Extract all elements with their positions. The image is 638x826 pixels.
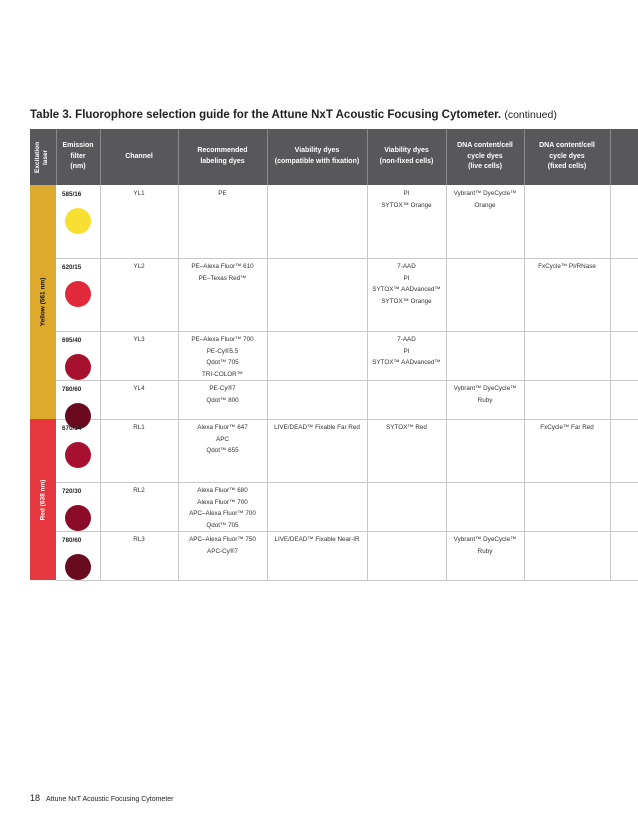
cell-text: PE: [218, 190, 227, 197]
emission-filter-value: 720/30: [62, 488, 82, 495]
dna-live-cell: [446, 188, 524, 211]
emission-filter-value: 780/60: [62, 386, 82, 393]
emission-filter-value: 620/15: [62, 264, 82, 271]
band-label: Red (638 nm): [39, 479, 47, 520]
header-divider: [178, 129, 179, 185]
header-text-block: [380, 146, 434, 168]
fluorophore-color-swatch: [65, 281, 91, 307]
dna-live-cell: [446, 383, 524, 406]
cell-text: SYTOX™ Orange: [381, 201, 432, 209]
emission-filter-value: 585/16: [62, 191, 82, 198]
cell-text: Vybrant™ DyeCycle™: [453, 385, 517, 392]
header-emission: [56, 129, 100, 185]
recommended-dyes-cell: [178, 534, 267, 557]
cell-text: PI: [403, 274, 410, 282]
cell-text: Alexa Fluor™ 700: [197, 498, 248, 506]
header-text: Viability dyes: [384, 147, 429, 155]
header-viability-fix: [267, 129, 367, 185]
header-divider: [100, 129, 101, 185]
cell-text: TRI-COLOR™: [202, 370, 243, 378]
header-text: DNA content/cell: [457, 141, 513, 149]
cell-text: PE–Alexa Fluor™ 700: [191, 336, 254, 343]
row-divider: [56, 531, 638, 532]
viability-fixation-cell: [267, 422, 367, 434]
cell-text: Vybrant™ DyeCycle™: [453, 536, 517, 543]
viability-nonfixed-cell: [367, 188, 446, 211]
channel-cell: [100, 188, 178, 200]
cell-text: Qdot™ 705: [206, 359, 239, 366]
header-excitation-laser: [30, 129, 56, 185]
header-excitation-label: [35, 141, 52, 172]
header-channel: [100, 129, 178, 185]
header-text: laser: [43, 149, 50, 165]
channel-cell: [100, 383, 178, 395]
cell-text: Vybrant™ DyeCycle™: [453, 190, 517, 197]
cell-text: RL1: [133, 424, 145, 431]
header-text: (live cells): [468, 163, 502, 171]
viability-fixation-cell: [267, 534, 367, 546]
emission-filter-value: 670/14: [62, 425, 82, 432]
cell-text: PI: [403, 190, 410, 197]
column-divider: [610, 185, 611, 580]
channel-cell: [100, 422, 178, 434]
cell-text: APC–Alexa Fluor™ 700: [189, 510, 256, 517]
row-divider: [56, 380, 638, 381]
cell-text: PE-Cy®7: [209, 385, 236, 392]
header-text-block: [125, 152, 153, 163]
header-text: cycle dyes: [467, 152, 503, 160]
dna-fixed-cell: [524, 261, 610, 273]
header-text: DNA content/cell: [539, 141, 595, 149]
cell-text: SYTOX™ Orange: [381, 297, 432, 305]
cell-text: PE–Alexa Fluor™ 610: [191, 263, 254, 270]
cell-text: Alexa Fluor™ 647: [197, 424, 248, 431]
header-text-block: [457, 141, 513, 174]
row-divider: [56, 482, 638, 483]
footer-text: Attune NxT Acoustic Focusing Cytometer: [46, 796, 174, 803]
header-text: cycle dyes: [549, 152, 585, 160]
cell-text: APC–Alexa Fluor™ 750: [189, 536, 256, 543]
header-text: Viability dyes: [294, 147, 340, 155]
page-number: 18: [30, 793, 41, 803]
cell-text: FxCycle™ PI/RNase: [538, 263, 596, 270]
recommended-dyes-cell: [178, 485, 267, 531]
header-text: (non-fixed cells): [379, 158, 434, 165]
header-text-block: [539, 141, 595, 174]
dna-live-cell: [446, 534, 524, 557]
cell-text: PE-Cy®5.5: [206, 347, 239, 355]
emission-filter-value: 780/60: [62, 537, 82, 544]
channel-cell: [100, 534, 178, 546]
emission-filter-value: 695/40: [62, 337, 82, 344]
page-footer: [30, 793, 174, 803]
band-red-638: [30, 419, 56, 580]
header-text: Channel: [125, 152, 153, 160]
cell-text: PI: [403, 347, 410, 355]
row-divider: [56, 258, 638, 259]
header-text: Recommended: [197, 147, 248, 155]
header-text-block: [275, 146, 359, 168]
cell-text: FxCycle™ Far Red: [540, 424, 594, 431]
channel-cell: [100, 334, 178, 346]
recommended-dyes-cell: [178, 334, 267, 380]
header-text: (fixed cells): [547, 163, 587, 171]
fluorophore-color-swatch: [65, 505, 91, 531]
recommended-dyes-cell: [178, 188, 267, 200]
cell-text: SYTOX™ Red: [386, 424, 427, 431]
header-text: labeling dyes: [200, 158, 245, 165]
column-divider: [367, 185, 368, 580]
cell-text: LIVE/DEAD™ Fixable Near-IR: [274, 536, 360, 543]
band-label: Yellow (561 nm): [39, 277, 47, 327]
cell-text: Qdot™ 800: [206, 396, 239, 404]
fluorophore-color-swatch: [65, 554, 91, 580]
header-text: (nm): [70, 163, 86, 171]
table-title: Table 3. Fluorophore selection guide for the Attune NxT Acoustic Focusing Cytometer. (continued): [30, 109, 557, 121]
band-yellow-561: [30, 185, 56, 419]
header-recommended: [178, 129, 267, 185]
cell-text: YL1: [133, 190, 145, 197]
header-divider: [267, 129, 268, 185]
viability-nonfixed-cell: [367, 334, 446, 369]
row-divider: [56, 580, 638, 581]
header-text: Excitation: [34, 141, 42, 173]
header-text-block: [197, 146, 247, 168]
cell-text: YL2: [133, 263, 145, 270]
cell-text: Qdot™ 655: [206, 447, 239, 454]
table-header: [30, 129, 638, 185]
header-divider: [446, 129, 447, 185]
header-dna-fixed: [524, 129, 610, 185]
cell-text: APC: [216, 435, 229, 443]
fluorophore-color-swatch: [65, 354, 91, 380]
viability-nonfixed-cell: [367, 261, 446, 307]
cell-text: Qdot™ 705: [206, 521, 239, 529]
header-divider: [610, 129, 611, 185]
cell-text: SYTOX™ AADvanced™: [372, 359, 441, 366]
cell-text: LIVE/DEAD™ Fixable Far Red: [274, 424, 360, 431]
header-divider: [524, 129, 525, 185]
fluorophore-color-swatch: [65, 442, 91, 468]
channel-cell: [100, 261, 178, 273]
cell-text: 7-AAD: [397, 263, 416, 270]
header-text: Emission filter: [62, 141, 94, 160]
cell-text: Ruby: [477, 396, 493, 404]
fluorophore-color-swatch: [65, 208, 91, 234]
channel-cell: [100, 485, 178, 497]
cell-text: RL2: [133, 487, 145, 494]
header-text-block: [56, 141, 100, 174]
dna-fixed-cell: [524, 422, 610, 434]
cell-text: Ruby: [477, 547, 493, 555]
header-divider: [56, 129, 57, 185]
cell-text: SYTOX™ AADvanced™: [372, 286, 441, 293]
header-divider: [367, 129, 368, 185]
cell-text: 7-AAD: [397, 336, 416, 343]
cell-text: YL3: [133, 336, 145, 343]
recommended-dyes-cell: [178, 422, 267, 457]
row-divider: [56, 331, 638, 332]
cell-text: Alexa Fluor™ 680: [197, 487, 248, 494]
header-dna-live: [446, 129, 524, 185]
header-text: (compatible with fixation): [274, 158, 360, 165]
recommended-dyes-cell: [178, 383, 267, 406]
recommended-dyes-cell: [178, 261, 267, 284]
cell-text: RL3: [133, 536, 145, 543]
row-divider: [56, 419, 638, 420]
cell-text: Orange: [474, 201, 496, 209]
cell-text: APC-Cy®7: [207, 547, 238, 555]
cell-text: PE–Texas Red™: [198, 274, 247, 282]
header-viability-nonfix: [367, 129, 446, 185]
column-divider: [267, 185, 268, 580]
viability-nonfixed-cell: [367, 422, 446, 434]
cell-text: YL4: [133, 385, 145, 392]
column-divider: [524, 185, 525, 580]
